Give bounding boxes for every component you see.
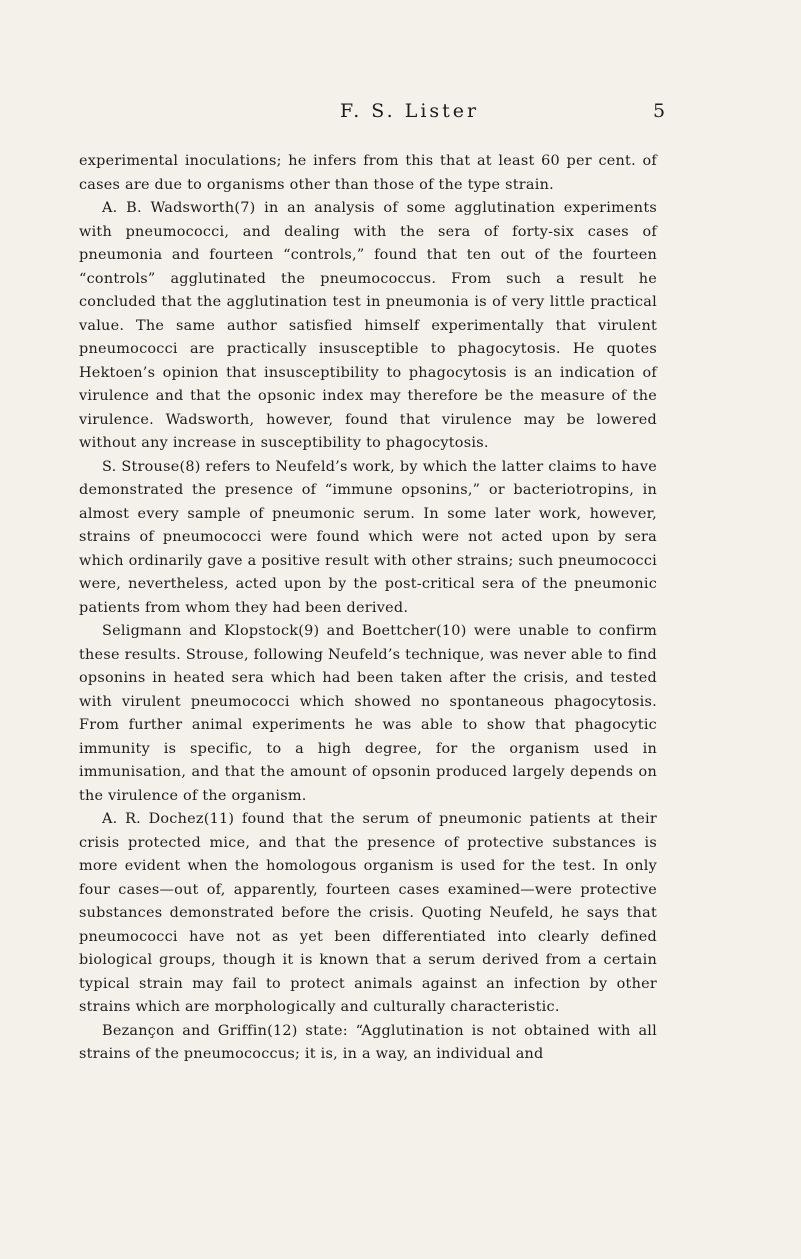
paragraph-5: A. R. Dochez(11) found that the serum of pneumonic patients at their crisis protected mice, and that the presence of protective substances is more evident when the homologous organism is used for the test. In only four cases—out of, apparently, fourteen cases examined—were protective substances demonstrated before the crisis. Quoting Neufeld, he says that pneumococci have not as yet been differentiated into clearly defined biological groups, though it is known that a serum derived from a certain typical strain may fail to protect animals against an infection by other strains which are morphologically and culturally characteristic. [79, 811, 657, 1015]
paragraph-2: A. B. Wadsworth(7) in an analysis of some agglutination experiments with pneumococci, and dealing with the sera of forty-six cases of pneumonia and fourteen “controls,” found that ten out of the fourteen “controls” agglutinated the pneumococcus. From such a result he concluded that the agglutination test in pneumonia is of very little practical value. The same author satisfied himself experimentally that virulent pneumococci are practically insusceptible to phagocytosis. He quotes Hektoen’s opinion that insusceptibility to phagocytosis is an indication of virulence and that the opsonic index may therefore be the measure of the virulence. Wadsworth, however, found that virulence may be lowered without any increase in susceptibility to phagocytosis. [79, 200, 657, 451]
paragraph-3: S. Strouse(8) refers to Neufeld’s work, by which the latter claims to have demonstrated the presence of “immune opsonins,” or bacteriotropins, in almost every sample of pneumonic serum. In some later work, however, strains of pneumococci were found which were not acted upon by sera which ordinarily gave a positive result with other strains; such pneumococci were, nevertheless, acted upon by the post-critical sera of the pneumonic patients from whom they had been derived. [79, 458, 657, 616]
paragraph-1: experimental inoculations; he infers from this that at least 60 per cent. of cases are due to organisms other than those of the type strain. [79, 153, 657, 193]
page-number: 5 [653, 100, 666, 122]
running-head: F. S. Lister [340, 100, 480, 122]
page-header [0, 100, 801, 130]
paragraph-6: Bezançon and Griffin(12) state: “Agglutination is not obtained with all strains of the pneumococcus; it is, in a way, an individual and [79, 1022, 657, 1062]
body-text [79, 150, 657, 1067]
paragraph-4: Seligmann and Klopstock(9) and Boettcher(10) were unable to confirm these results. Strouse, following Neufeld’s technique, was never able to find opsonins in heated sera which had been taken after the crisis, and tested with virulent pneumococci which showed no spontaneous phagocytosis. From further animal experiments he was able to show that phagocytic immunity is specific, to a high degree, for the organism used in immunisation, and that the amount of opsonin produced largely depends on the virulence of the organism. [79, 623, 657, 804]
